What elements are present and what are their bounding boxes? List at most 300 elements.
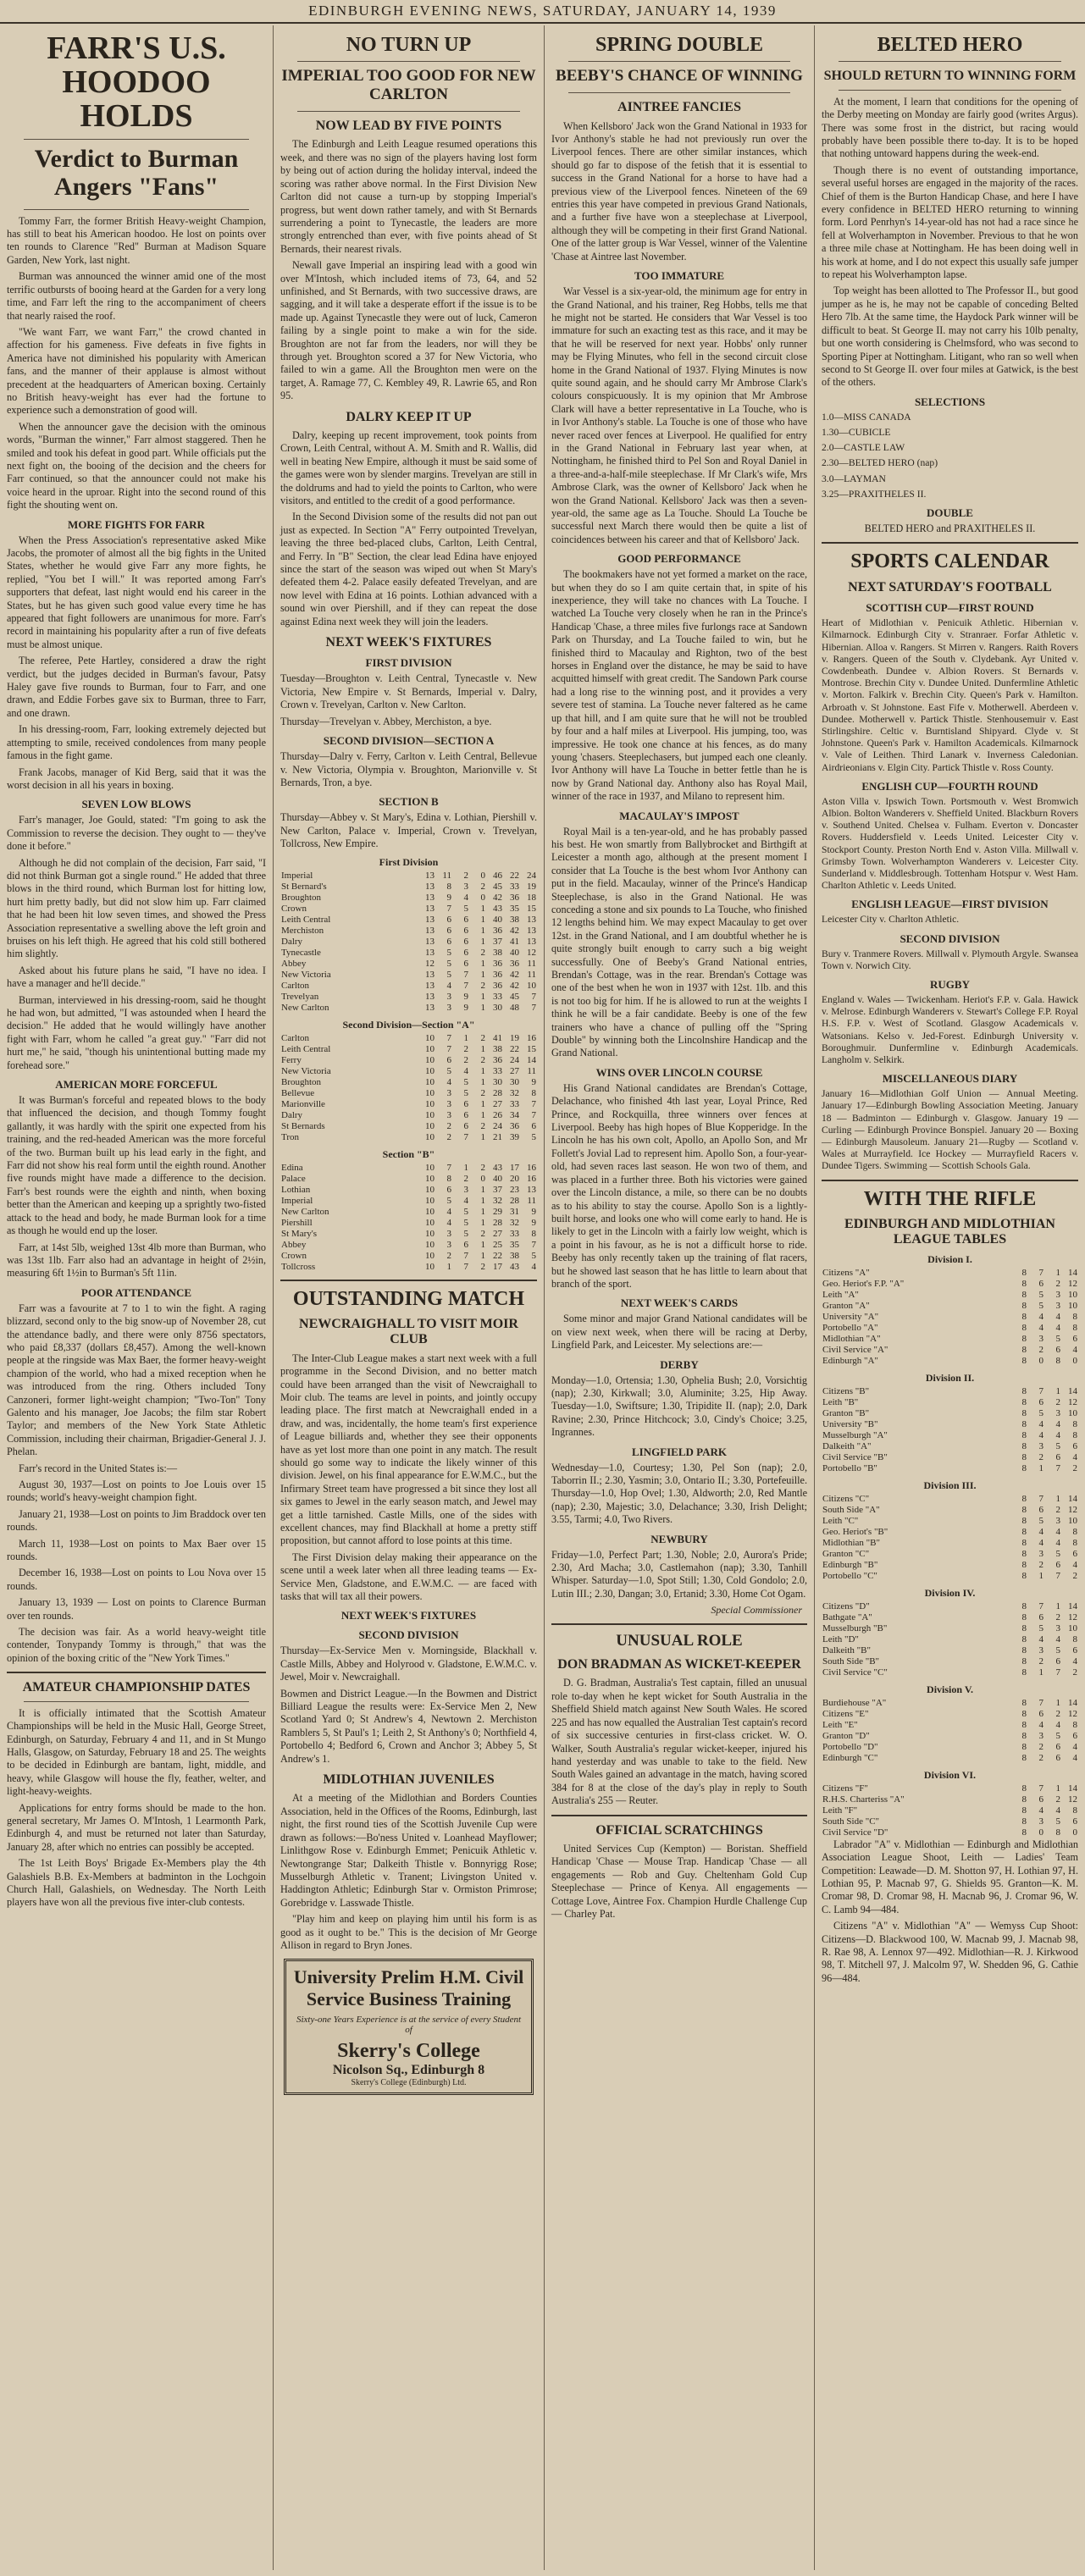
selections: Friday—1.0, Perfect Part; 1.30, Noble; 2.0, Aurora's Pride; 2.30, Ard Macha; 3.0, Castlemahon (nap); 3.30, Tanhill Whisper. Saturday—1.0, Spot Still; 1.30, Cold Gondolo; 2.0, Lutin III.; 2.30, Dangan; 3.0, Ertanid; 3.30, Home Cot Ogam.	[551, 1548, 807, 1600]
table-cell: 5	[446, 1065, 451, 1076]
table-row	[822, 1753, 1078, 1764]
table-cell: 4	[531, 1261, 536, 1272]
table-cell: 8	[1021, 1429, 1027, 1440]
table-cell: 26	[493, 1109, 502, 1120]
divider	[551, 1623, 807, 1625]
team-name: Dalry	[281, 936, 303, 947]
team-name: Citizens "A"	[822, 1267, 870, 1278]
divider	[839, 90, 1061, 91]
double-selection: BELTED HERO and PRAXITHELES II.	[864, 522, 1036, 534]
table-row	[280, 1196, 537, 1207]
team-name: Palace	[281, 1173, 306, 1184]
table-row	[822, 1323, 1078, 1334]
table-title: Division II.	[925, 1371, 975, 1384]
paragraph: Burman, interviewed in his dressing-room, said he thought he had won, but admitted, "I was astounded when I heard the decision." He added that he would willingly have another fight with Farr, whom he called "a great guy." "Farr did not hurt me," he said, "though his unintentional butting made my forehead sore."	[7, 993, 266, 1071]
section-heading: DOUBLE	[927, 506, 973, 519]
table-cell: 33	[493, 1065, 502, 1076]
table-cell: 7	[531, 1098, 536, 1109]
table-cell: 41	[493, 1032, 502, 1043]
paragraph: In the Second Division some of the results did not pan out just as expected. In Section "A" Ferry outpointed Trevelyan, leaving the three bed-placed clubs, Carlton, Leith Central, and Ferry. In "B" Section, the clear lead Edina have enjoyed since the start of the season was wiped out when St Mary's defeated them 4-2. Palace easily defeated Trevelyan, and are now level with Edina at 16 points. Lothian advanced with a sound win over Piershill, and if they can repeat the dose against Edina next week they will join the leaders.	[280, 511, 537, 627]
paragraph: Dalry, keeping up recent improvement, took points from Crown, Leith Central, without A. M. Smith and R. Wallis, did well in beating New Empire, although it must be said some of the games were won by slender margins. Trevelyan are still in the doldrums and had to yield the points to Carlton, who were visitors, and entitled to the credit of a good performance.	[280, 428, 537, 507]
table-row	[280, 1003, 537, 1014]
table-cell: 8	[1055, 1827, 1060, 1838]
table-cell: 36	[493, 925, 502, 936]
team-name: Citizens "D"	[822, 1600, 870, 1611]
table-row	[280, 1262, 537, 1273]
table-row	[822, 1783, 1078, 1794]
table-cell: 45	[493, 881, 502, 892]
table-cell: 8	[1021, 1333, 1027, 1344]
team-name: Civil Service "D"	[822, 1827, 888, 1838]
table-cell: 6	[1038, 1278, 1043, 1289]
table-cell: 2	[480, 1087, 485, 1098]
table-cell: 8	[1072, 1805, 1077, 1816]
table-cell: 33	[510, 881, 519, 892]
table-cell: 37	[493, 1184, 502, 1195]
table-cell: 1	[480, 925, 485, 936]
paragraph: Farr's record in the United States is:—	[19, 1462, 178, 1474]
table-cell: 2	[480, 1162, 485, 1173]
rifle-table-division-1	[822, 1268, 1078, 1367]
table-cell: 5	[1055, 1816, 1060, 1827]
team-name: Granton "D"	[822, 1730, 870, 1741]
table-cell: 8	[1021, 1407, 1027, 1418]
section-heading: SCOTTISH CUP—FIRST ROUND	[866, 601, 1034, 615]
table-cell: 3	[446, 991, 451, 1002]
table-cell: 8	[1021, 1289, 1027, 1300]
table-cell: 1	[1038, 1667, 1043, 1678]
table-row	[822, 1816, 1078, 1827]
table-cell: 16	[527, 1173, 536, 1184]
table-cell: 8	[1021, 1697, 1027, 1708]
divider	[280, 1280, 537, 1281]
table-cell: 0	[1038, 1355, 1043, 1366]
paragraph: Farr, at 14st 5lb, weighed 13st 4lb more than Burman, who was 13st 1lb. Farr also had an advantage in height of 2½in, measuring 6ft 1½in to Burman's 5ft 11in.	[7, 1241, 266, 1280]
table-cell: 8	[1055, 1355, 1060, 1366]
table-cell: 14	[1068, 1385, 1077, 1396]
table-row	[280, 1251, 537, 1262]
team-name: Civil Service "B"	[822, 1451, 888, 1462]
table-cell: 8	[1021, 1396, 1027, 1407]
table-row	[822, 1742, 1078, 1753]
table-cell: 14	[1068, 1267, 1077, 1278]
table-cell: 2	[446, 1250, 451, 1261]
table-cell: 36	[510, 1120, 519, 1131]
table-cell: 48	[510, 1002, 519, 1013]
table-row	[280, 882, 537, 893]
divider	[551, 1815, 807, 1816]
table-cell: 28	[493, 1087, 502, 1098]
table-cell: 10	[425, 1162, 435, 1173]
table-cell: 10	[1068, 1515, 1077, 1526]
table-cell: 1	[1055, 1600, 1060, 1611]
table-cell: 8	[1021, 1794, 1027, 1805]
table-cell: 1	[480, 1002, 485, 1013]
table-cell: 1	[480, 1195, 485, 1206]
table-cell: 11	[527, 969, 536, 980]
table-cell: 1	[480, 1250, 485, 1261]
team-name: Abbey	[281, 1239, 307, 1250]
table-row	[280, 1044, 537, 1055]
team-name: Portobello "C"	[822, 1570, 877, 1581]
table-cell: 8	[1021, 1611, 1027, 1622]
team-name: Leith "A"	[822, 1289, 859, 1300]
table-cell: 1	[480, 1076, 485, 1087]
fixture-list: Bowmen and District League.—In the Bowmen and District Billiard League the results were: Ex-Service Men 2, New Scotland Yard 0; St Andrew's 4, Newtown 2. Merchiston Ramblers 5, St Paul's 1; Leith 2, St Anthony's 0; Northfield 4, Portobello 4; Bedford 6, Crown and Anchor 3; Abbey 5, St Andrew's 1.	[280, 1687, 537, 1765]
table-cell: 3	[1038, 1548, 1043, 1559]
table-cell: 17	[493, 1261, 502, 1272]
table-cell: 16	[527, 1162, 536, 1173]
race-meeting: DERBY	[660, 1357, 699, 1371]
table-cell: 5	[1055, 1645, 1060, 1656]
league-table-section-a	[280, 1033, 537, 1143]
table-cell: 8	[1021, 1559, 1027, 1570]
paragraph: Tommy Farr, the former British Heavy-weight Champion, has still to beat his American hoodoo. He lost on points over ten rounds to Clarence "Red" Burman at Madison Square Garden, New York, last night.	[7, 214, 266, 266]
team-name: New Carlton	[281, 1002, 329, 1013]
paragraph: Farr was a favourite at 7 to 1 to win the fight. A raging blizzard, second only to the big snow-up of November 28, cut the attendance badly, and there were only 8756 spectators, who paid £8,337 (dollars £8,457). Among the well-known people at the ringside was Max Baer, the former heavy-weight champion of the world, who had a mixed reception when he was introduced from the ring. Others included Tony Canzoneri, former light-weight champion; "Two-Ton" Tony Galento and his manager, Joe Jacobs; the film star Robert Taylor; and members of the New York State Athletic Commission, including their chairman, Brigadier-General J. J. Phelan.	[7, 1302, 266, 1458]
team-name: Granton "A"	[822, 1300, 870, 1311]
table-cell: 7	[531, 1239, 536, 1250]
table-cell: 9	[446, 892, 451, 903]
table-cell: 5	[446, 958, 451, 969]
table-cell: 7	[1038, 1697, 1043, 1708]
table-cell: 11	[527, 1195, 536, 1206]
table-cell: 33	[493, 991, 502, 1002]
table-row	[822, 1601, 1078, 1612]
table-cell: 7	[1055, 1462, 1060, 1473]
paragraph: In his dressing-room, Farr, looking extremely dejected but attempting to smile, received condolences from many people famous in the fight game.	[7, 723, 266, 762]
table-cell: 8	[1021, 1504, 1027, 1515]
table-row	[822, 1356, 1078, 1367]
table-cell: 13	[425, 936, 435, 947]
table-cell: 4	[1072, 1344, 1077, 1355]
table-row	[822, 1560, 1078, 1571]
section-heading: SECOND DIVISION	[358, 1628, 459, 1642]
table-cell: 2	[1055, 1396, 1060, 1407]
section-heading: RUGBY	[930, 978, 970, 991]
table-cell: 6	[1038, 1794, 1043, 1805]
rifle-table-division-5	[822, 1698, 1078, 1764]
table-cell: 22	[493, 1250, 502, 1261]
league-table-first-division	[280, 871, 537, 1014]
team-name: Crown	[281, 903, 307, 914]
table-cell: 27	[493, 1098, 502, 1109]
masthead	[0, 0, 1085, 24]
table-cell: 36	[493, 969, 502, 980]
table-row	[822, 1634, 1078, 1645]
table-cell: 36	[493, 958, 502, 969]
table-cell: 6	[1038, 1611, 1043, 1622]
paragraph: At a meeting of the Midlothian and Borders Counties Association, held in the Offices of the Rooms, Edinburgh, last night, the first round ties of the Scottish Juvenile Cup were drawn as follows:—Bo'ness United v. Loanhead Mayflower; Linlithgow Rose v. Edinburgh Emmet; Penicuik Athletic v. Newtongrange Star; Dalkeith Thistle v. Bonnyrigg Rose; Musselburgh Athletic v. Tranent; Livingston United v. Haddington Athletic; Edinburgh Star v. Ormiston Primrose; Gorebridge v. Lasswade Thistle.	[280, 1792, 537, 1909]
table-cell: 8	[1072, 1311, 1077, 1322]
team-name: New Carlton	[281, 1206, 329, 1217]
table-cell: 2	[1038, 1752, 1043, 1763]
table-cell: 7	[1055, 1570, 1060, 1581]
divider	[24, 209, 249, 210]
table-cell: 1	[480, 1239, 485, 1250]
paragraph: Top weight has been allotted to The Professor II., but good jumper as he is, he may not be capable of conceding Belted Hero 7lb. At the same time, the Haydock Park winner will be difficult to beat. St George II. may not carry his 10lb penalty, but one worth considering is Chelmsford, who was second to Sporting Piper at Nottingham. Litigant, who ran so well when second to St George II. over four miles at Gatwick, is the best of the others.	[822, 285, 1078, 389]
table-cell: 6	[463, 936, 468, 947]
headline-unusual-role: UNUSUAL ROLE	[616, 1632, 743, 1650]
paragraph: Newall gave Imperial an inspiring lead with a good win over M'Intosh, which included items of 73, 64, and 52 unfinished, and St Bernards, with two successive draws, are sagging, and it will take a desperate effort if the issue is to be made up. Against Tynecastle they were out of luck, Cameron failing by a single point to make a win for the side. Broughton are not far from the leaders, nor will they be through yet. Broughton scored a 37 for New Victoria, who failed to win a game. All the Broughton men were on the target, A. Ramage 77, C. Kembley 49, R. Lawrie 65, and Ron 95.	[280, 259, 537, 402]
table-cell: 6	[446, 1054, 451, 1065]
table-cell: 4	[463, 1195, 468, 1206]
section-heading: SECTION B	[379, 795, 439, 809]
table-cell: 22	[510, 1043, 519, 1054]
table-row	[822, 1494, 1078, 1505]
table-cell: 5	[1055, 1730, 1060, 1741]
table-cell: 5	[1038, 1515, 1043, 1526]
table-cell: 12	[425, 958, 435, 969]
table-cell: 37	[493, 936, 502, 947]
table-cell: 8	[1021, 1805, 1027, 1816]
paragraph: August 30, 1937—Lost on points to Joe Louis over 15 rounds; world's heavy-weight champion fight.	[7, 1479, 266, 1504]
table-cell: 10	[425, 1184, 435, 1195]
team-name: Leith "E"	[822, 1719, 858, 1730]
section-heading: SECOND DIVISION—SECTION A	[323, 734, 495, 748]
subhead-beeby: BEEBY'S CHANCE OF WINNING	[556, 67, 803, 86]
race-meeting: LINGFIELD PARK	[631, 1445, 728, 1458]
table-cell: 6	[1038, 1708, 1043, 1719]
table-cell: 6	[1038, 1396, 1043, 1407]
table-cell: 10	[425, 1239, 435, 1250]
table-title: Section "B"	[382, 1147, 435, 1160]
team-name: Broughton	[281, 892, 322, 903]
table-row	[822, 1430, 1078, 1441]
table-row	[822, 1538, 1078, 1549]
table-cell: 7	[446, 1043, 451, 1054]
team-name: Civil Service "C"	[822, 1667, 888, 1678]
team-name: New Victoria	[281, 969, 331, 980]
table-cell: 1	[1055, 1697, 1060, 1708]
table-cell: 2	[1072, 1667, 1077, 1678]
fixture-list: Bury v. Tranmere Rovers. Millwall v. Plymouth Argyle. Swansea Town v. Norwich City.	[822, 948, 1078, 971]
table-cell: 12	[527, 947, 536, 958]
table-cell: 10	[425, 1261, 435, 1272]
rifle-table-division-3	[822, 1494, 1078, 1582]
table-cell: 4	[1038, 1537, 1043, 1548]
table-row	[822, 1505, 1078, 1516]
list-item: 3.0—LAYMAN	[822, 473, 886, 484]
table-cell: 10	[425, 1195, 435, 1206]
team-name: Imperial	[281, 1195, 313, 1206]
table-cell: 6	[1072, 1816, 1077, 1827]
table-cell: 2	[480, 1261, 485, 1272]
table-cell: 1	[480, 969, 485, 980]
table-row	[822, 1345, 1078, 1356]
table-cell: 12	[1068, 1708, 1077, 1719]
section-heading: NEXT WEEK'S FIXTURES	[340, 1609, 477, 1622]
team-name: Edinburgh "C"	[822, 1752, 878, 1763]
team-name: South Side "B"	[822, 1656, 880, 1667]
section-heading: POOR ATTENDANCE	[80, 1285, 192, 1299]
table-cell: 2	[1038, 1741, 1043, 1752]
table-cell: 1	[463, 1032, 468, 1043]
table-cell: 28	[510, 1195, 519, 1206]
table-cell: 6	[1072, 1440, 1077, 1451]
table-cell: 8	[531, 1228, 536, 1239]
divider	[24, 1701, 249, 1702]
table-cell: 31	[510, 1206, 519, 1217]
paragraph: The Inter-Club League makes a start next week with a full programme in the Second Division, and no better match could have been arranged than the visit of Newcraighall to Moir club. The teams are level in points, and jointly occupy leading place. The first match at Newcraighall ended in a draw, and was, incidentally, the home team's first experience of League billiards and, whether they see their opponents have as yet lost more than one point in any match. The result should go some way to indicate the likely winner of this division. Jewel, on his final appearance for E.W.M.C., but the Infirmary Street team have progressed a bit since they lost all six games to Jewel in the early season match, and Jewel may get a little tarnished. Castle Mills, one of the sides with excellent chances, may find Blackhall at home a pretty stiff proposition, but cannot afford to lose points at this time.	[280, 1352, 537, 1547]
table-cell: 2	[480, 1032, 485, 1043]
table-cell: 8	[446, 881, 451, 892]
table-cell: 17	[510, 1162, 519, 1173]
table-row	[822, 1667, 1078, 1678]
table-cell: 6	[446, 1184, 451, 1195]
table-cell: 5	[463, 903, 468, 914]
table-row	[280, 1121, 537, 1132]
table-row	[822, 1709, 1078, 1720]
table-cell: 1	[480, 1109, 485, 1120]
table-cell: 32	[493, 1195, 502, 1206]
team-name: Civil Service "A"	[822, 1344, 888, 1355]
table-row	[822, 1301, 1078, 1312]
paragraph: The bookmakers have not yet formed a market on the race, but when they do so I am quite certain that, in spite of his inexperience, they will take no chances with La Touche. I watched La Touche very closely when he ran in the Prince's Handicap 'Chase, a three miles five furlongs race at Sandown Park on Thursday, and La Touche failed to win, but he finished third to Macaulay and Righton, two of the best horses in England over the distance, he may be said to have acquitted himself with great credit. The Sandown Park course had a long rise to the winning post, and it provides a very severe test of stamina. La Touche never faltered as he came up that hill, and I am quite sure that he will not be troubled by four and a half miles at Liverpool. His jumping, too, was impressive. He took one chance at his fences, as do many young 'chasers. Steeplechasers, but jumped each one cleanly. Ivor Anthony will have La Touche in better fettle than he is now by Grand National day. Anthony also has Royal Mail, winner of the race in 1937, and Milano to represent him.	[551, 568, 807, 803]
table-cell: 36	[510, 958, 519, 969]
table-cell: 2	[1072, 1462, 1077, 1473]
table-cell: 5	[463, 1076, 468, 1087]
paragraph: At the moment, I learn that conditions for the opening of the Derby meeting on Monday are fairly good (writes Argus). There was some frost in the district, but racing would probably have been possible there to-day. It is to be hoped that nothing untoward happens during the week-end.	[822, 95, 1078, 160]
divider	[822, 542, 1078, 544]
table-cell: 23	[510, 1184, 519, 1195]
table-cell: 2	[1038, 1344, 1043, 1355]
table-cell: 1	[1055, 1385, 1060, 1396]
table-cell: 6	[446, 925, 451, 936]
table-cell: 7	[531, 1109, 536, 1120]
table-row	[822, 1290, 1078, 1301]
table-row	[822, 1720, 1078, 1731]
table-title: Division V.	[927, 1683, 973, 1695]
byline: Special Commissioner	[711, 1604, 802, 1617]
paragraph: When Kellsboro' Jack won the Grand National in 1933 for Ivor Anthony's stable he had not previously run over the Liverpool fences. There are other similar instances, which should go far to dispose of the fetish that it is essential to success in the Grand National for a horse to have had a previous view of the Liverpool fences. Nineteen of the 69 entries this year have competed in previous Grand Nationals, and a further five have won a steeplechase at Liverpool, although they will be competing in their first Grand National. One of the latter group is War Vessel, winner of the Valentine 'Chase at Aintree last November.	[551, 119, 807, 263]
paragraph: His Grand National candidates are Brendan's Cottage, Delachance, who finished 4th last year, Loyal Prince, Red Prince, and Rockquilla, three winners over fences at Liverpool. Beeby has high hopes of Blue Kopperidge. In the Lincoln he has his own colt, Apollo, an Apollo Son, and Mr Follett's Jovial Lad to represent him. Apollo Son, a four-year-old, had seven races last season. He won two of them, and was placed in a further three. Both his victories were gained over the Lincoln distance, a mile, so there can be no doubts as to his ability to stay the course. Apollo Son is a lightly-built horse, and looks one who will come early to hand. He is likely to get in the Lincoln with a fairly low weight, which is a point in his favour, as he is not a difficult horse to ride. Beeby has only recently taken up the training of flat racers, but he showed last season that he has little to learn about that branch of the sport.	[551, 1081, 807, 1290]
table-cell: 4	[1038, 1633, 1043, 1645]
table-row	[822, 1452, 1078, 1463]
table-cell: 3	[1038, 1440, 1043, 1451]
fixture-list: Thursday—Ex-Service Men v. Morningside, Blackhall v. Castle Mills, Abbey and Holyrood v. Gladstone, E.W.M.C. v. Jewel, Moir v. Newcraighall.	[280, 1645, 537, 1683]
table-row	[822, 1312, 1078, 1323]
paragraph: The Edinburgh and Leith League resumed operations this week, and there was no sign of the players having lost form by being out of action during the holiday interval, indeed the scoring was rather above normal. In the First Division New Carlton did not cause a turn-up by stopping Imperial's progress, but went down rather tamely, and with St Bernards surrendering a point to Tynecastle, the leaders are more strongly entrenched than ever, with five points ahead of St Bernards, their nearest rivals.	[280, 138, 537, 255]
table-cell: 8	[1021, 1741, 1027, 1752]
divider	[24, 139, 249, 140]
table-cell: 6	[463, 947, 468, 958]
team-name: South Side "A"	[822, 1504, 880, 1515]
table-row	[280, 926, 537, 937]
team-name: Imperial	[281, 870, 313, 881]
section-heading: ENGLISH CUP—FOURTH ROUND	[861, 779, 1038, 793]
table-row	[280, 904, 537, 915]
team-name: Trevelyan	[281, 991, 319, 1002]
table-cell: 2	[463, 870, 468, 881]
table-cell: 10	[1068, 1300, 1077, 1311]
table-row	[280, 1163, 537, 1174]
table-row	[280, 1077, 537, 1088]
table-cell: 8	[531, 1087, 536, 1098]
table-cell: 7	[463, 980, 468, 991]
table-cell: 8	[1021, 1493, 1027, 1504]
table-cell: 5	[1055, 1548, 1060, 1559]
paragraph: Asked about his future plans he said, "I have no idea. I have a manager and he'll decide."	[7, 964, 266, 990]
table-cell: 8	[1021, 1600, 1027, 1611]
table-cell: 1	[480, 1131, 485, 1142]
table-cell: 7	[1038, 1267, 1043, 1278]
table-cell: 5	[1038, 1289, 1043, 1300]
table-cell: 13	[527, 936, 536, 947]
table-cell: 42	[510, 969, 519, 980]
table-cell: 10	[425, 1098, 435, 1109]
table-cell: 4	[463, 892, 468, 903]
paragraph: "Play him and keep on playing him until his form is as good as it ought to be." This is the decision of Mr George Allison in regard to Bryn Jones.	[280, 1913, 537, 1951]
list-item: 1.0—MISS CANADA	[822, 411, 911, 423]
table-cell: 2	[1055, 1794, 1060, 1805]
list-item: 1.30—CUBICLE	[822, 426, 891, 438]
table-row	[280, 1185, 537, 1196]
table-cell: 8	[1021, 1344, 1027, 1355]
table-row	[822, 1463, 1078, 1474]
table-cell: 12	[1068, 1794, 1077, 1805]
table-cell: 8	[1021, 1816, 1027, 1827]
table-cell: 43	[510, 1261, 519, 1272]
table-cell: 6	[1055, 1752, 1060, 1763]
table-cell: 0	[1038, 1827, 1043, 1838]
table-row	[822, 1419, 1078, 1430]
table-cell: 5	[1038, 1300, 1043, 1311]
table-row	[822, 1571, 1078, 1582]
table-cell: 4	[446, 1076, 451, 1087]
table-row	[822, 1623, 1078, 1634]
table-cell: 7	[1038, 1493, 1043, 1504]
table-title: Division VI.	[923, 1768, 977, 1781]
table-cell: 1	[480, 1043, 485, 1054]
table-cell: 2	[480, 1228, 485, 1239]
table-cell: 7	[446, 1032, 451, 1043]
table-cell: 30	[510, 1076, 519, 1087]
paragraph: Royal Mail is a ten-year-old, and he has probably passed his best. He won smartly from Ballybrocket and Birthgift at Leicester a month ago, although at the present moment I consider that La Touche is the best whom Ivor Anthony can put in the field. Macaulay, winner of the Prince's Handicap Steeplechase, is also in the Grand National. He was conceding a stone and six pounds to La Touche, who finished 12 lengths behind him. We may expect Macaulay to get over 12st. in the Grand National, and I am doubtful whether he is quite strongly built enough to carry such a big weight successfully. One of Beeby's Grand National entries, Brendan's Cottage, was in the rear. Brendan's Cottage was one of the best when he won in 1937 with 12st. 1lb. and this is not too big for him. If he is allowed to run at the weights I think he will be a fair candidate. Beeby is one of the few trainers who have a chance of pulling off the "Spring Double" by winning both the Lincolnshire Handicap and the Grand National.	[551, 825, 807, 1059]
table-cell: 42	[510, 925, 519, 936]
table-row	[822, 1612, 1078, 1623]
selections: Wednesday—1.0, Courtesy; 1.30, Pel Son (nap); 2.0, Taborrin II.; 2.30, Yasmin; 3.0, Ontario II.; 3.30, Portefeuille. Thursday—1.0, Hop Ovel; 1.30, Aldworth; 2.0, Red Mantle (nap); 2.30, Majestic; 3.0, Delachance; 3.30, Irish Delight; 3.55, Tarmi; 4.0, Two Rivers.	[551, 1461, 807, 1526]
table-row	[822, 1656, 1078, 1667]
table-cell: 20	[510, 1173, 519, 1184]
table-cell: 2	[446, 1120, 451, 1131]
table-cell: 9	[531, 1217, 536, 1228]
paragraph: The decision was fair. As a world heavy-weight title contender, Tonypandy Tommy is through," that was the opinion of the boxing critic of the "New York Times."	[7, 1626, 266, 1664]
table-cell: 10	[425, 1173, 435, 1184]
team-name: Carlton	[281, 1032, 309, 1043]
table-cell: 24	[493, 1120, 502, 1131]
team-name: Granton "C"	[822, 1548, 870, 1559]
table-cell: 19	[527, 881, 536, 892]
table-cell: 18	[527, 892, 536, 903]
table-row	[280, 1229, 537, 1240]
table-cell: 1	[480, 903, 485, 914]
team-name: Dalkeith "A"	[822, 1440, 872, 1451]
table-cell: 6	[531, 1120, 536, 1131]
table-cell: 4	[446, 1217, 451, 1228]
table-cell: 4	[1072, 1559, 1077, 1570]
team-name: Musselburgh "A"	[822, 1429, 888, 1440]
paragraph: United Services Cup (Kempton) — Boristan. Sheffield Handicap 'Chase — Mouse Trap. Handicap 'Chase — all engagements — Rob and Guy. Cheltenham Gold Cup Steeplechase — Prince of Kenya. All engagements — Cottage Love, Aintree Fox. Champion Hurdle Challenge Cup — Charley Pat.	[551, 1842, 807, 1920]
column-belted-hero	[815, 25, 1085, 2570]
table-cell: 10	[425, 1076, 435, 1087]
divider	[822, 1180, 1078, 1181]
table-cell: 3	[1038, 1333, 1043, 1344]
team-name: Broughton	[281, 1076, 322, 1087]
table-cell: 7	[531, 1002, 536, 1013]
team-name: St Bernard's	[281, 881, 327, 892]
table-row	[822, 1397, 1078, 1408]
